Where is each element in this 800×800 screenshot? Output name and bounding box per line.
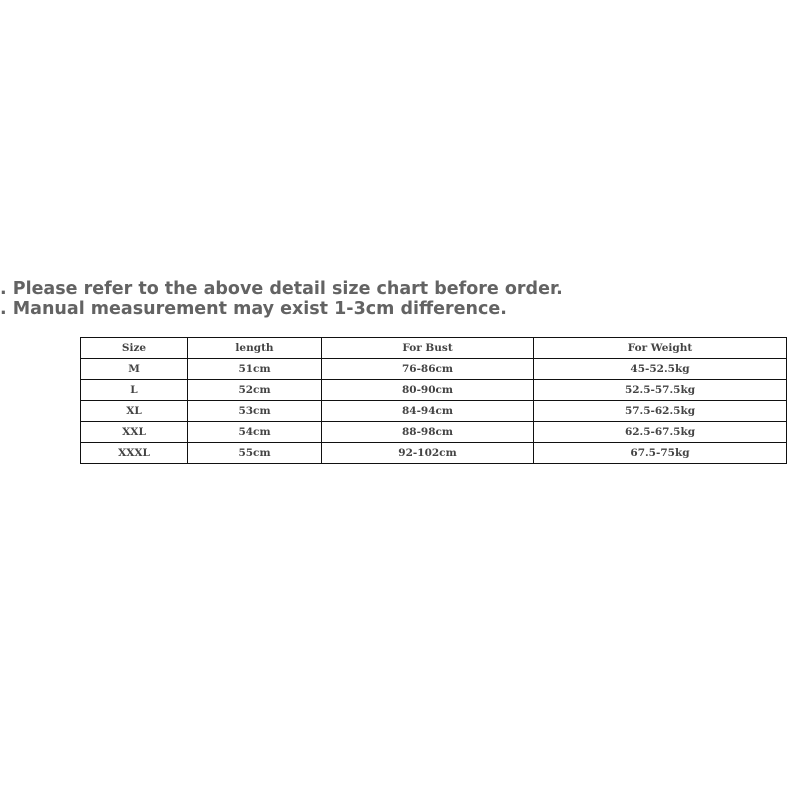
cell-weight: 57.5-62.5kg — [534, 401, 787, 422]
table-row — [81, 380, 787, 401]
table-row — [81, 401, 787, 422]
cell-weight: 62.5-67.5kg — [534, 422, 787, 443]
cell-bust: 92-102cm — [322, 443, 534, 464]
note-measurement-difference: . Manual measurement may exist 1-3cm difference. — [0, 299, 507, 319]
cell-length: 53cm — [188, 401, 322, 422]
size-chart-table — [80, 337, 787, 464]
cell-bust: 84-94cm — [322, 401, 534, 422]
header-size: Size — [81, 338, 188, 359]
cell-weight: 52.5-57.5kg — [534, 380, 787, 401]
cell-length: 54cm — [188, 422, 322, 443]
table-row — [81, 359, 787, 380]
table-row — [81, 422, 787, 443]
table-row — [81, 443, 787, 464]
size-notes — [0, 279, 800, 319]
note-refer-size-chart: . Please refer to the above detail size chart before order. — [0, 279, 563, 299]
cell-size: XXL — [81, 422, 188, 443]
cell-size: XL — [81, 401, 188, 422]
cell-bust: 76-86cm — [322, 359, 534, 380]
table-header-row — [81, 338, 787, 359]
cell-length: 52cm — [188, 380, 322, 401]
cell-length: 55cm — [188, 443, 322, 464]
cell-weight: 45-52.5kg — [534, 359, 787, 380]
header-length: length — [188, 338, 322, 359]
header-weight: For Weight — [534, 338, 787, 359]
header-bust: For Bust — [322, 338, 534, 359]
cell-size: XXXL — [81, 443, 188, 464]
cell-length: 51cm — [188, 359, 322, 380]
cell-weight: 67.5-75kg — [534, 443, 787, 464]
cell-size: L — [81, 380, 188, 401]
cell-bust: 80-90cm — [322, 380, 534, 401]
cell-size: M — [81, 359, 188, 380]
cell-bust: 88-98cm — [322, 422, 534, 443]
